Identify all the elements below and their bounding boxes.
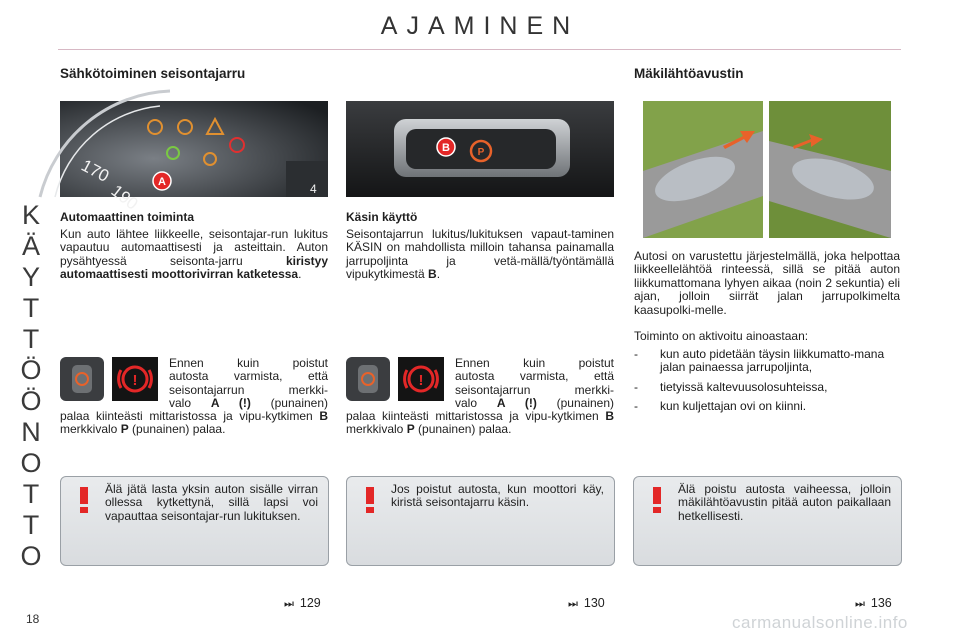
- exclamation-icon: [73, 487, 95, 513]
- check-rest-2: palaa kiinteästi mittaristossa ja vipu-kytkimen B merkkivalo P (punainen) palaa.: [346, 409, 614, 437]
- fast-forward-icon: ⏭: [568, 598, 578, 610]
- paragraph-automatic: Kun auto lähtee liikkeelle, seisontajar-run lukitus vapautuu automaattisesti ja asteittain. Auton pysähtyessä seisonta-jarru kiristyy automaattisesti moottorivirran katketessa.: [60, 227, 328, 282]
- page-number: 18: [26, 612, 40, 626]
- brake-warning-icon: [112, 357, 158, 401]
- warning-box-child: [60, 476, 329, 566]
- console-switch-photo: [346, 101, 614, 197]
- check-lines-1: Ennen kuin poistut autosta varmista, että seisontajarrun merkki- valo A (!) (punainen): [169, 356, 328, 411]
- svg-text:!: !: [132, 372, 138, 389]
- subtitle-manual: Käsin käyttö: [346, 210, 418, 224]
- subtitle-automatic: Automaattinen toiminta: [60, 210, 194, 224]
- header-divider: [58, 49, 901, 50]
- watermark-text: carmanualsonline.info: [732, 613, 908, 632]
- switch-indicator-icon: [60, 357, 104, 401]
- page-ref-130[interactable]: ⏭ 130: [568, 596, 605, 610]
- instrument-cluster-photo: [60, 101, 328, 214]
- warning-text-engine: Jos poistut autosta, kun moottori käy, kiristä seisontajarru käsin.: [391, 482, 604, 510]
- hill-assist-intro: Toiminto on aktivoitu ainoastaan:: [634, 329, 809, 343]
- exclamation-icon: [646, 487, 668, 513]
- svg-text:P: P: [477, 147, 485, 158]
- switch-indicator-icon: [346, 357, 390, 401]
- list-item: - tietyissä kaltevuusolosuhteissa,: [634, 381, 900, 394]
- warning-box-engine-running: [346, 476, 615, 566]
- warning-text-hill: Älä poistu autosta vaiheessa, jolloin mäkilähtöavustin pitää auton paikallaan hetkellisesti.: [678, 482, 891, 523]
- hill-start-photo: [643, 101, 891, 238]
- exclamation-icon: [359, 487, 381, 513]
- section-title-hill-assist: Mäkilähtöavustin: [634, 66, 744, 81]
- paragraph-manual: Seisontajarrun lukitus/lukituksen vapaut-taminen KÄSIN on mahdollista milloin tahansa painamalla jarrupoljinta ja vetä-mällä/työntämällä vipukytkimestä B.: [346, 227, 614, 282]
- svg-text:190: 190: [107, 181, 142, 214]
- check-lines-2: Ennen kuin poistut autosta varmista, että seisontajarrun merkki- valo A (!) (punainen): [455, 356, 614, 411]
- svg-text:!: !: [418, 372, 424, 389]
- page-ref-136[interactable]: ⏭ 136: [855, 596, 892, 610]
- page-ref-129[interactable]: ⏭ 129: [284, 596, 321, 610]
- list-item: - kun kuljettajan ovi on kiinni.: [634, 400, 900, 413]
- fast-forward-icon: ⏭: [284, 598, 294, 610]
- page-header-title: AJAMINEN: [380, 12, 580, 40]
- fast-forward-icon: ⏭: [855, 598, 865, 610]
- list-item: - kun auto pidetään täysin liikkumatto-mana jalan painaessa jarrupoljinta,: [634, 348, 900, 375]
- side-chapter-title: K Ä Y T T Ö Ö N O T T O: [20, 200, 42, 571]
- section-title-parking-brake: Sähkötoiminen seisontajarru: [60, 66, 246, 81]
- svg-text:170: 170: [78, 155, 113, 186]
- photo-label-b: B: [442, 142, 450, 154]
- check-rest-1: palaa kiinteästi mittaristossa ja vipu-kytkimen B merkkivalo P (punainen) palaa.: [60, 409, 328, 437]
- hill-assist-paragraph: Autosi on varustettu järjestelmällä, joka helpottaa liikkeellelähtöä rinteessä, sillä se pitää auton liikkumattomana lyhyen aikaa (noin 2 sekuntia) eli ajan, jolloin siirrät jalan jarrupolkimelta kaasupolki-melle.: [634, 249, 900, 317]
- brake-warning-icon: [398, 357, 444, 401]
- svg-text:4: 4: [310, 182, 317, 196]
- hill-assist-conditions-list: [634, 348, 900, 420]
- warning-box-hill-assist: [633, 476, 902, 566]
- warning-text-child: Älä jätä lasta yksin auton sisälle virran ollessa kytkettynä, sillä lapsi voi vapauttaa seisontajar-run lukituksen.: [105, 482, 318, 523]
- photo-label-a: A: [158, 176, 166, 188]
